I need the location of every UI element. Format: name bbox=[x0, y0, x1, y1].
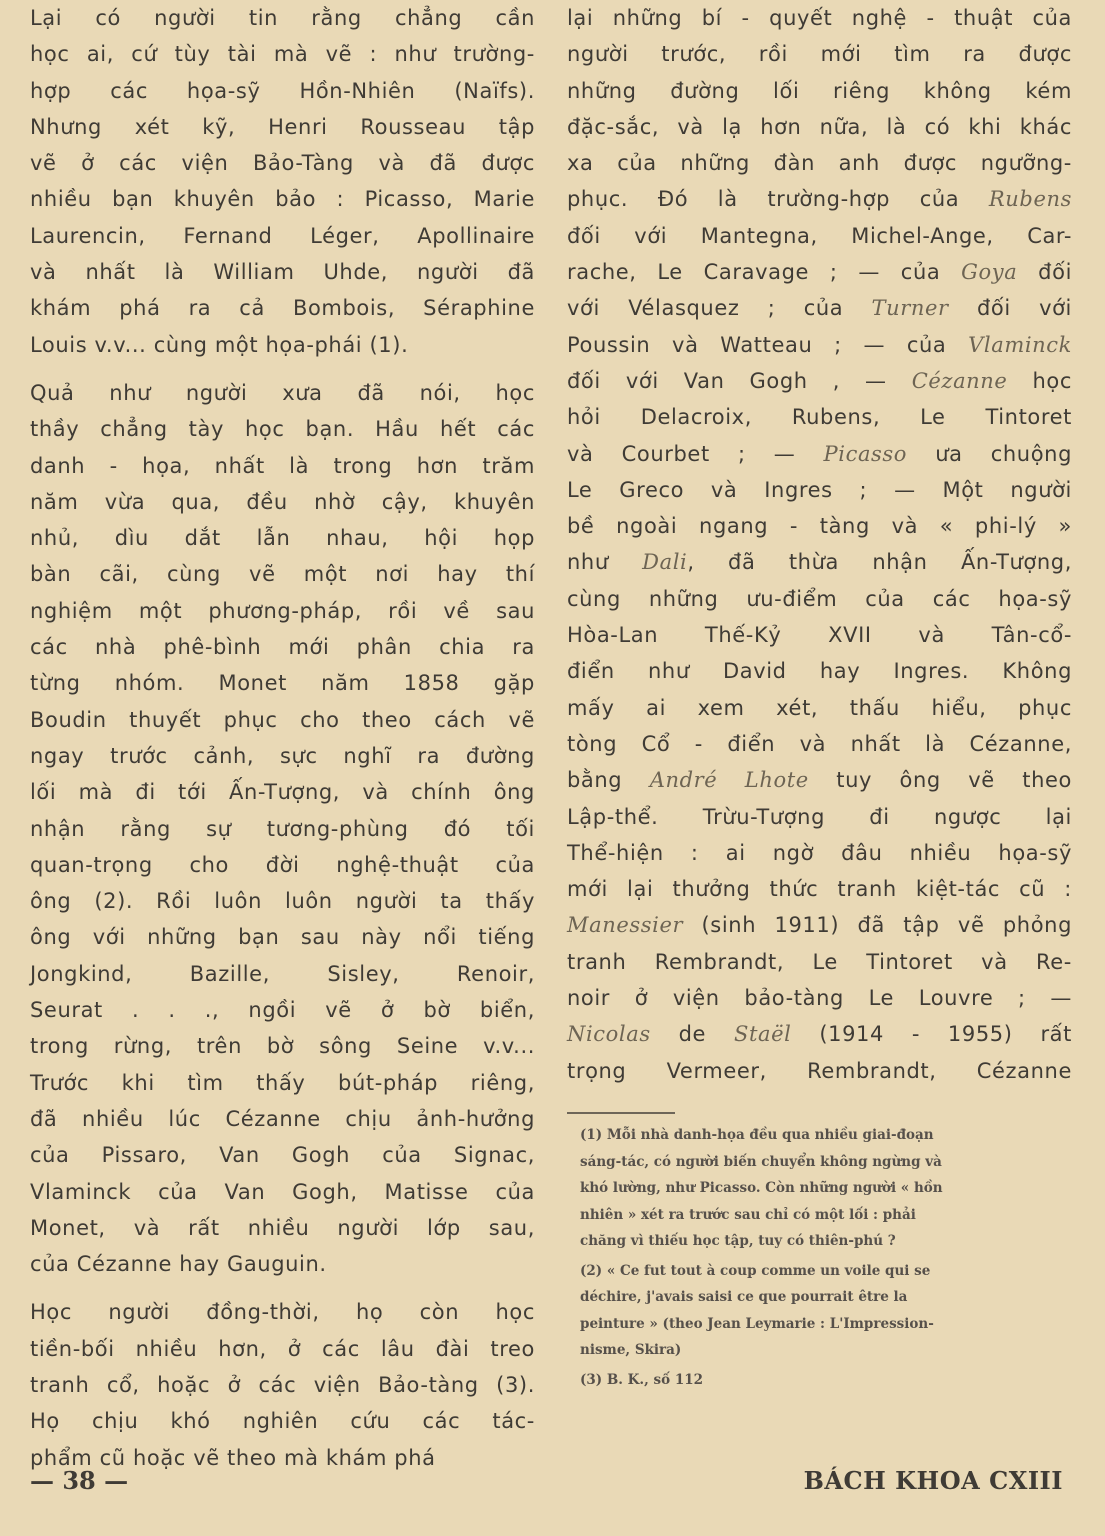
footnote-line: (3) B. K., số 112 bbox=[580, 1371, 703, 1388]
footnote-line: nhiên » xét ra trước sau chỉ có một lối : phải bbox=[580, 1206, 916, 1223]
artist-name: Goya bbox=[961, 260, 1018, 285]
text-segment: de bbox=[650, 1022, 734, 1047]
body-text-line bbox=[567, 399, 1072, 435]
body-text-line: các nhà phê-bình mới phân chia ra bbox=[30, 635, 535, 660]
artist-name: Cézanne bbox=[911, 368, 1008, 393]
paragraph-gap bbox=[30, 363, 535, 375]
body-text-line bbox=[567, 508, 1072, 544]
text-segment: tranh Rembrandt, Le Tintoret và Re- bbox=[567, 949, 1072, 974]
body-text-line bbox=[567, 363, 1072, 399]
running-title: BÁCH KHOA CXIII bbox=[803, 1466, 1063, 1495]
body-text-line bbox=[567, 436, 1072, 472]
body-text-line bbox=[567, 1016, 1072, 1052]
text-segment: như bbox=[567, 550, 643, 575]
page-number: — 38 — bbox=[30, 1466, 129, 1495]
body-text-line bbox=[567, 980, 1072, 1016]
body-text-line: vẽ ở các viện Bảo-Tàng và đã được bbox=[30, 151, 535, 176]
text-segment: đối với Van Gogh , — bbox=[567, 368, 912, 393]
body-text-line bbox=[567, 145, 1072, 181]
body-text-line: Lại có người tin rằng chẳng cần bbox=[30, 6, 535, 30]
text-segment: mấy ai xem xét, thấu hiểu, phục bbox=[567, 695, 1072, 720]
footnote-line: déchire, j'avais saisi ce que pourrait être la bbox=[580, 1289, 908, 1305]
footnote-1 bbox=[580, 1122, 1072, 1255]
footnote-line: sáng-tác, có người biến chuyển không ngừng và bbox=[580, 1153, 942, 1170]
body-text-line: trong rừng, trên bờ sông Seine v.v... bbox=[30, 1034, 535, 1059]
body-text-line: Jongkind, Bazille, Sisley, Renoir, bbox=[30, 961, 535, 986]
body-text-line: hợp các họa-sỹ Hồn-Nhiên (Naïfs). bbox=[30, 78, 535, 103]
text-segment: Poussin và Watteau ; — của bbox=[567, 332, 969, 357]
body-text-line bbox=[567, 907, 1072, 943]
body-text-line: và nhất là William Uhde, người đã bbox=[30, 260, 535, 285]
body-text-line: Louis v.v... cùng một họa-phái (1). bbox=[30, 332, 409, 357]
body-text-line: ông với những bạn sau này nổi tiếng bbox=[30, 925, 535, 950]
artist-name: Nicolas bbox=[567, 1022, 651, 1047]
text-segment: hỏi Delacroix, Rubens, Le Tintoret bbox=[567, 405, 1072, 430]
text-segment: mới lại thưởng thức tranh kiệt-tác cũ : bbox=[567, 877, 1072, 902]
text-segment: ưa chuộng bbox=[907, 441, 1072, 466]
footnotes bbox=[580, 1122, 1072, 1396]
body-text-line bbox=[567, 1053, 1072, 1089]
text-segment: tuy ông vẽ theo bbox=[808, 768, 1073, 793]
paragraph-gap bbox=[30, 1282, 535, 1294]
body-text-line: Monet, và rất nhiều người lớp sau, bbox=[30, 1215, 535, 1240]
body-text-line: nhiều bạn khuyên bảo : Picasso, Marie bbox=[30, 187, 535, 212]
body-text-line: Học người đồng-thời, họ còn học bbox=[30, 1300, 535, 1325]
body-text-line: học ai, cứ tùy tài mà vẽ : như trường- bbox=[30, 42, 535, 67]
text-segment: , đã thừa nhận Ấn-Tượng, bbox=[687, 550, 1072, 575]
text-segment: (1914 - 1955) rất bbox=[791, 1022, 1072, 1047]
text-segment: với Vélasquez ; của bbox=[567, 296, 872, 321]
footnote-line: peinture » (theo Jean Leymarie : L'Impression- bbox=[580, 1315, 934, 1332]
body-text-line: Nhưng xét kỹ, Henri Rousseau tập bbox=[30, 114, 535, 139]
body-text-line: Họ chịu khó nghiên cứu các tác- bbox=[30, 1409, 535, 1434]
artist-name: Vlaminck bbox=[968, 332, 1072, 357]
text-segment: rache, Le Caravage ; — của bbox=[567, 260, 962, 285]
right-text-column bbox=[567, 0, 1072, 1089]
body-text-line: Vlaminck của Van Gogh, Matisse của bbox=[30, 1179, 535, 1204]
body-text-line bbox=[567, 944, 1072, 980]
body-text-line: thầy chẳng tày học bạn. Hầu hết các bbox=[30, 417, 535, 442]
artist-name: Picasso bbox=[823, 441, 908, 466]
body-text-line bbox=[567, 109, 1072, 145]
body-text-line: Quả như người xưa đã nói, học bbox=[30, 380, 535, 405]
text-segment: những đường lối riêng không kém bbox=[567, 78, 1072, 103]
body-text-line: bàn cãi, cùng vẽ một nơi hay thí bbox=[30, 562, 535, 587]
body-text-line: lối mà đi tới Ấn-Tượng, và chính ông bbox=[30, 780, 535, 805]
text-segment: trọng Vermeer, Rembrandt, Cézanne bbox=[567, 1058, 1072, 1083]
artist-name: André Lhote bbox=[649, 768, 809, 793]
body-text-line bbox=[567, 690, 1072, 726]
text-segment: bề ngoài ngang - tàng và « phi-lý » bbox=[567, 514, 1072, 539]
artist-name: Rubens bbox=[988, 187, 1072, 212]
body-text-line: tiền-bối nhiều hơn, ở các lâu đài treo bbox=[30, 1336, 535, 1361]
footnote-line: nisme, Skira) bbox=[580, 1342, 682, 1358]
body-text-line bbox=[567, 762, 1072, 798]
body-text-line bbox=[567, 290, 1072, 326]
body-text-line: tranh cổ, hoặc ở các viện Bảo-tàng (3). bbox=[30, 1372, 535, 1397]
footnote-line: (2) « Ce fut tout à coup comme un voile qui se bbox=[580, 1262, 931, 1279]
text-segment: Thể-hiện : ai ngờ đâu nhiều họa-sỹ bbox=[567, 840, 1072, 865]
artist-name: Manessier bbox=[567, 913, 684, 938]
text-segment: đối với Mantegna, Michel-Ange, Car- bbox=[567, 223, 1072, 248]
text-segment: đối bbox=[1017, 260, 1072, 285]
text-segment: phục. Đó là trường-hợp của bbox=[567, 187, 989, 212]
text-segment: người trước, rồi mới tìm ra được bbox=[567, 42, 1072, 67]
body-text-line bbox=[567, 653, 1072, 689]
text-segment: Le Greco và Ingres ; — Một người bbox=[567, 477, 1072, 502]
body-text-line: từng nhóm. Monet năm 1858 gặp bbox=[30, 671, 535, 696]
artist-name: Dali bbox=[642, 550, 688, 575]
text-segment: xa của những đàn anh được ngưỡng- bbox=[567, 151, 1072, 176]
text-segment: điển như David hay Ingres. Không bbox=[567, 659, 1072, 684]
text-segment: học bbox=[1007, 368, 1073, 393]
text-segment: noir ở viện bảo-tàng Le Louvre ; — bbox=[567, 986, 1072, 1011]
body-text-line bbox=[567, 36, 1072, 72]
artist-name: Staël bbox=[733, 1022, 792, 1047]
body-text-line: nhủ, dìu dắt lẫn nhau, hội họp bbox=[30, 526, 535, 551]
body-text-line: ngay trước cảnh, sực nghĩ ra đường bbox=[30, 743, 535, 768]
left-text-column bbox=[30, 0, 535, 1476]
text-segment: Lập-thể. Trừu-Tượng đi ngược lại bbox=[567, 804, 1072, 829]
text-segment: bằng bbox=[567, 768, 650, 793]
text-segment: và Courbet ; — bbox=[567, 441, 824, 466]
text-segment: (sinh 1911) đã tập vẽ phỏng bbox=[683, 913, 1072, 938]
text-segment: lại những bí - quyết nghệ - thuật của bbox=[567, 6, 1072, 30]
body-text-line bbox=[567, 871, 1072, 907]
body-text-line: nghiệm một phương-pháp, rồi về sau bbox=[30, 598, 535, 623]
body-text-line bbox=[567, 472, 1072, 508]
body-text-line bbox=[567, 327, 1072, 363]
text-segment: đặc-sắc, và lạ hơn nữa, là có khi khác bbox=[567, 114, 1072, 139]
body-text-line bbox=[567, 799, 1072, 835]
body-text-line: đã nhiều lúc Cézanne chịu ảnh-hưởng bbox=[30, 1106, 535, 1131]
body-text-line bbox=[567, 254, 1072, 290]
body-text-line bbox=[567, 218, 1072, 254]
body-text-line: Boudin thuyết phục cho theo cách vẽ bbox=[30, 707, 535, 732]
footnote-separator bbox=[567, 1112, 675, 1114]
body-text-line bbox=[567, 726, 1072, 762]
body-text-line: của Pissaro, Van Gogh của Signac, bbox=[30, 1143, 535, 1168]
body-text-line: Trước khi tìm thấy bút-pháp riêng, bbox=[30, 1070, 535, 1095]
body-text-line: năm vừa qua, đều nhờ cậy, khuyên bbox=[30, 489, 535, 514]
footnote-line: (1) Mỗi nhà danh-họa đều qua nhiều giai-đoạn bbox=[580, 1127, 934, 1143]
text-segment: cùng những ưu-điểm của các họa-sỹ bbox=[567, 586, 1072, 611]
body-text-line bbox=[567, 835, 1072, 871]
body-text-line: ông (2). Rồi luôn luôn người ta thấy bbox=[30, 889, 535, 914]
body-text-line: phẩm cũ hoặc vẽ theo mà khám phá bbox=[30, 1445, 436, 1470]
body-text-line: nhận rằng sự tương-phùng đó tối bbox=[30, 816, 535, 841]
footnote-line: khó lường, như Picasso. Còn những người « hồn bbox=[580, 1180, 943, 1196]
body-text-line: danh - họa, nhất là trong hơn trăm bbox=[30, 453, 535, 478]
body-text-line bbox=[567, 581, 1072, 617]
text-segment: Hòa-Lan Thế-Kỷ XVII và Tân-cổ- bbox=[567, 623, 1072, 648]
body-text-line: của Cézanne hay Gauguin. bbox=[30, 1252, 327, 1277]
text-segment: đối với bbox=[948, 296, 1072, 321]
body-text-line: quan-trọng cho đời nghệ-thuật của bbox=[30, 852, 535, 877]
footnote-3 bbox=[580, 1367, 1072, 1394]
body-text-line: Seurat . . ., ngồi vẽ ở bờ biển, bbox=[30, 998, 535, 1023]
body-text-line: khám phá ra cả Bombois, Séraphine bbox=[30, 296, 535, 321]
body-text-line bbox=[567, 544, 1072, 580]
body-text-line bbox=[567, 181, 1072, 217]
footnote-2 bbox=[580, 1258, 1072, 1364]
body-text-line: Laurencin, Fernand Léger, Apollinaire bbox=[30, 223, 535, 248]
body-text-line bbox=[567, 0, 1072, 36]
artist-name: Turner bbox=[871, 296, 949, 321]
text-segment: tòng Cổ - điển và nhất là Cézanne, bbox=[567, 731, 1072, 756]
footnote-line: chăng vì thiếu học tập, tuy có thiên-phú ? bbox=[580, 1233, 896, 1249]
body-text-line bbox=[567, 73, 1072, 109]
body-text-line bbox=[567, 617, 1072, 653]
